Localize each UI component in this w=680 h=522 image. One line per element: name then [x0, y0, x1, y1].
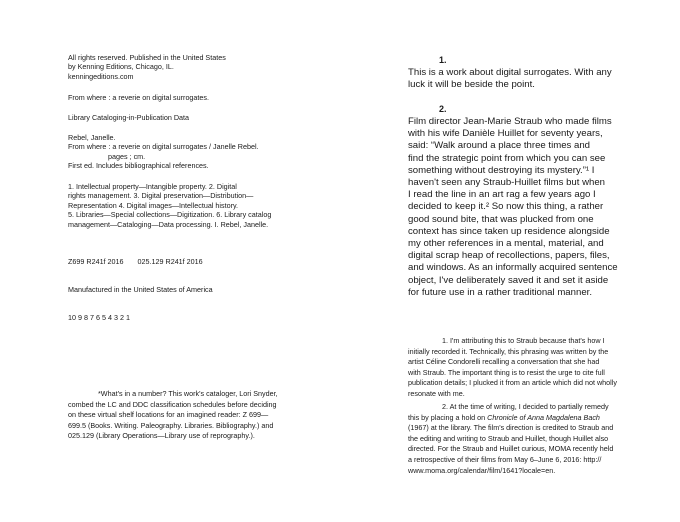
body-line: good sound bite, that was plucked from one: [408, 213, 594, 225]
body-line: Film director Jean-Marie Straub who made films: [408, 116, 612, 127]
footnote-line: directed. For the Straub and Huillet curious, MOMA recently held: [408, 444, 614, 454]
body-line: with his wife Danièle Huillet for seventy years,: [408, 128, 603, 140]
footnote-line: 699.5 (Books. Writing. Paleography. Libraries. Bibliography.) and: [68, 420, 274, 430]
footnote-url: www.moma.org/calendar/film/1641?locale=en.: [408, 465, 556, 475]
publisher-url: kenningeditions.com: [68, 71, 134, 81]
body-line: object, I've deliberately saved it and set it aside: [408, 274, 609, 286]
cataloger-footnote: [68, 389, 278, 442]
section-number-2: 2.: [439, 104, 447, 114]
footnote-line: 025.129 (Library Operations—Library use of reprography.).: [68, 431, 255, 441]
footnote-line: with Straub. The important thing is to resist the urge to cite full: [408, 367, 605, 377]
body-line: I read the line in an art rag a few years ago I: [408, 189, 596, 201]
cip-heading: Library Cataloging-in-Publication Data: [68, 113, 190, 122]
subject-line: 1. Intellectual property—Intangible property. 2. Digital: [68, 182, 237, 191]
record-author: Rebel, Janelle.: [68, 133, 116, 142]
footnote-line: artist Céline Condorelli recalling a conversation that she had: [408, 357, 600, 367]
footnote-line: 1. I'm attributing this to Straub because that's how I: [442, 336, 605, 345]
subject-line: management—Cataloging—Data processing. I. Rebel, Janelle.: [68, 219, 269, 229]
body-line: This is a work about digital surrogates. With any: [408, 67, 612, 78]
manufactured-line: Manufactured in the United States of America: [68, 285, 213, 295]
body-line: decided to keep it.² So now this thing, a rather: [408, 201, 604, 213]
subject-line: 5. Libraries—Special collections—Digitization. 6. Library catalog: [68, 210, 272, 220]
footnote-line: 2. At the time of writing, I decided to partially remedy: [442, 402, 609, 411]
catalog-record: [68, 133, 259, 171]
body-line: for future use in a rather traditional manner.: [408, 286, 592, 298]
section-number-1: 1.: [439, 55, 447, 65]
record-title: From where : a reverie on digital surrogates / Janelle Rebel.: [68, 142, 259, 152]
footnote-line: initially recorded it. Technically, this phrasing was written by the: [408, 346, 609, 356]
record-edition: First ed. Includes bibliographical references.: [68, 161, 209, 171]
body-line: my other references in a mental, material, and: [408, 238, 604, 250]
body-line: something without destroying its mystery.”¹ I: [408, 164, 595, 176]
body-line: haven't seen any Straub-Huillet films but when: [408, 177, 606, 189]
subject-headings: [68, 182, 271, 229]
body-line: context has since taken up residence alongside: [408, 225, 610, 237]
text-page: [340, 0, 680, 522]
footnote-line: publication details; I plucked it from an article which did not wholly: [408, 378, 617, 388]
body-line: luck it will be beside the point.: [408, 79, 535, 91]
body-line: and windows. As an informally acquired sentence: [408, 262, 618, 274]
section-2-text: [408, 116, 618, 299]
footnote-text: this by placing a hold on: [408, 412, 488, 422]
footnote-line: (1967) at the library. The film's direction is credited to Straub and: [408, 423, 614, 433]
classification-block: [68, 238, 213, 341]
footnote-line: [408, 413, 613, 424]
call-numbers: Z699 R241f 2016 025.129 R241f 2016: [68, 256, 203, 266]
subject-line: rights management. 3. Digital preservation—Distribution—: [68, 191, 254, 201]
copyright-block: [68, 53, 226, 81]
footnote-2: [408, 402, 613, 476]
record-pages: pages ; cm.: [108, 151, 146, 161]
footnote-line: a retrospective of their films from May 6–June 6, 2016: http://: [408, 454, 602, 464]
body-line: said: “Walk around a place three times and: [408, 140, 591, 152]
film-title: Chronicle of Anna Magdalena Bach: [487, 412, 600, 422]
subject-line: Representation 4. Digital images—Intellectual history.: [68, 200, 239, 210]
footnote-line: resonate with me.: [408, 388, 465, 398]
copyright-line: by Kenning Editions, Chicago, IL.: [68, 62, 174, 72]
body-line: digital scrap heap of recollections, papers, files,: [408, 250, 610, 262]
title-line: From where : a reverie on digital surrogates.: [68, 93, 210, 102]
footnote-1: [408, 336, 617, 400]
copyright-line: All rights reserved. Published in the United States: [68, 53, 226, 62]
body-line: find the strategic point from which you can see: [408, 152, 606, 164]
footnote-line: *What's in a number? This work's cataloger, Lori Snyder,: [98, 389, 278, 398]
printing-line: 10 9 8 7 6 5 4 3 2 1: [68, 313, 130, 323]
footnote-line: the editing and writing to Straub and Huillet, though Huillet also: [408, 433, 609, 443]
footnote-line: on these virtual shelf locations for an imagined reader: Z 699—: [68, 410, 269, 420]
footnote-line: combed the LC and DDC classification schedules before deciding: [68, 399, 277, 409]
section-1-text: [408, 67, 612, 91]
